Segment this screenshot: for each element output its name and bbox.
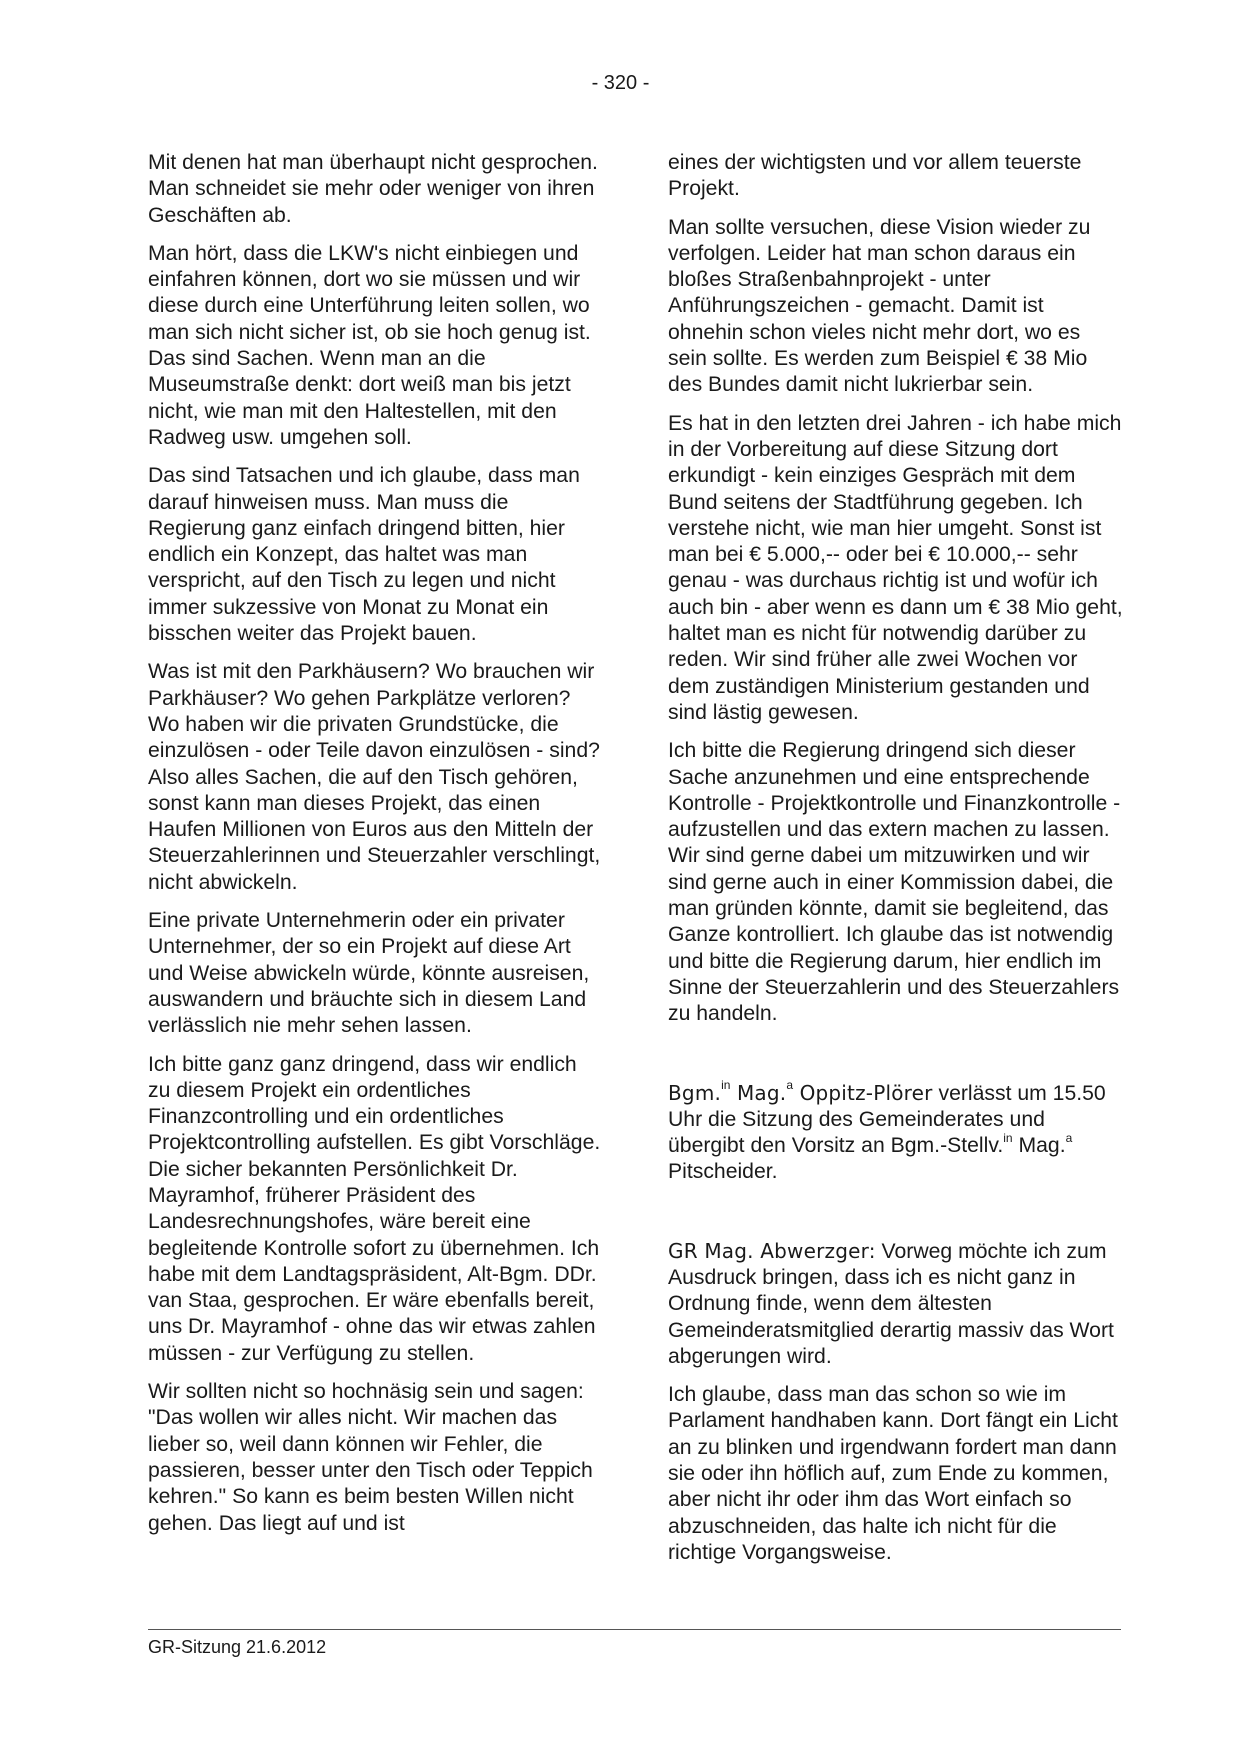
chair-note-text-2: Pitscheider. <box>668 1160 778 1184</box>
superscript: a <box>1065 1131 1073 1146</box>
chair-mag: Mag. <box>730 1080 787 1105</box>
paragraph: Es hat in den letzten drei Jahren - ich habe mich in der Vorbereitung auf diese Sitzung dort erkundigt - kein einziges Gespräch mit dem Bund seitens der Stadtführung gegeben. Ich verstehe nicht, wie man hier umgeht. Sonst ist man bei € 5.000,-- oder bei € 10.000,-- sehr genau - was durchaus richtig ist und wofür ich auch bin - aber wenn es dann um € 38 Mio geht, haltet man es nicht für notwendig darüber zu reden. Wir sind früher alle zwei Wochen vor dem zuständigen Ministerium gestanden und sind lästig gewesen. <box>668 411 1123 724</box>
page-number: - 320 - <box>591 72 650 94</box>
chair-note-text: verlässt um 15.50 Uhr die Sitzung des Gemeinderates und übergibt den Vorsitz an Bgm.-Stellv. <box>668 1081 1106 1158</box>
chair-title: Bgm. <box>668 1080 722 1105</box>
paragraph: eines der wichtigsten und vor allem teuerste Projekt. <box>668 151 1082 201</box>
superscript: a <box>786 1078 794 1093</box>
speech-text: Vorweg möchte ich zum Ausdruck bringen, dass ich es nicht ganz in Ordnung finde, wenn dem ältesten Gemeinderatsmitglied derartig massiv das Wort abgerungen wird. <box>668 1239 1114 1368</box>
paragraph: Das sind Tatsachen und ich glaube, dass man darauf hinweisen muss. Man muss die Regierung ganz einfach dringend bitten, hier endlich ein Konzept, das haltet was man verspricht, auf den Tisch zu legen und nicht immer sukzessive von Monat zu Monat ein bisschen weiter das Projekt bauen. <box>148 464 580 646</box>
footer-divider <box>148 1629 1121 1630</box>
paragraph: Ich bitte die Regierung dringend sich dieser Sache anzunehmen und eine entsprechende Kontrolle - Projektkontrolle und Finanzkontrolle - aufzustellen und das extern machen zu lassen. Wir sind gerne dabei um mitzuwirken und wir sind gerne auch in einer Kommission dabei, die man gründen könnte, damit sie begleitend, das Ganze kontrolliert. Ich glaube das ist notwendig und bitte die Regierung darum, hier endlich im Sinne der Steuerzahlerin und des Steuerzahlers zu handeln. <box>668 739 1121 1026</box>
paragraph: Ich glaube, dass man das schon so wie im Parlament handhaben kann. Dort fängt ein Licht an zu blinken und irgendwann fordert man dann sie oder ihn höflich auf, zum Ende zu kommen, aber nicht ihr oder ihm das Wort einfach so abzuschneiden, das halte ich nicht für die richtige Vorgangsweise. <box>668 1383 1118 1564</box>
left-column <box>148 150 603 1549</box>
footer-session-date: GR-Sitzung 21.6.2012 <box>148 1637 327 1657</box>
chair-mag-2: Mag. <box>1012 1134 1066 1158</box>
paragraph: Eine private Unternehmerin oder ein privater Unternehmer, der so ein Projekt auf diese Art und Weise abwickeln würde, könnte ausreisen, auswandern und bräuchte sich in diesem Land verlässlich nie mehr sehen lassen. <box>148 909 590 1038</box>
chair-note <box>668 1080 1123 1186</box>
speech-paragraph <box>668 1238 1123 1370</box>
paragraph: Man hört, dass die LKW's nicht einbiegen und einfahren können, dort wo sie müssen und wir diese durch eine Unterführung leiten sollen, wo man sich nicht sicher ist, ob sie hoch genug ist. Das sind Sachen. Wenn man an die Museumstraße denkt: dort weiß man bis jetzt nicht, wie man mit den Haltestellen, mit den Radweg usw. umgehen soll. <box>148 241 591 449</box>
paragraph: Mit denen hat man überhaupt nicht gesprochen. Man schneidet sie mehr oder weniger von ihren Geschäften ab. <box>148 151 598 227</box>
paragraph: Was ist mit den Parkhäusern? Wo brauchen wir Parkhäuser? Wo gehen Parkplätze verloren? Wo haben wir die privaten Grundstücke, die einzulösen - oder Teile davon einzulösen - sind? Also alles Sachen, die auf den Tisch gehören, sonst kann man dieses Projekt, das einen Haufen Millionen von Euros aus den Mitteln der Steuerzahlerinnen und Steuerzahler verschlingt, nicht abwickeln. <box>148 660 601 894</box>
speaker-name: GR Mag. Abwerzger: <box>668 1238 876 1263</box>
right-column <box>668 150 1123 1578</box>
chair-name: Oppitz-Plörer <box>793 1080 933 1105</box>
paragraph: Wir sollten nicht so hochnäsig sein und sagen: "Das wollen wir alles nicht. Wir machen das lieber so, weil dann können wir Fehler, die passieren, besser unter den Tisch oder Teppich kehren." So kann es beim besten Willen nicht gehen. Das liegt auf und ist <box>148 1380 593 1535</box>
superscript: in <box>721 1078 731 1093</box>
paragraph: Man sollte versuchen, diese Vision wieder zu verfolgen. Leider hat man schon daraus ein bloßes Straßenbahnprojekt - unter Anführungszeichen - gemacht. Damit ist ohnehin schon vieles nicht mehr dort, wo es sein sollte. Es werden zum Beispiel € 38 Mio des Bundes damit nicht lukrierbar sein. <box>668 215 1091 397</box>
superscript: in <box>1003 1131 1013 1146</box>
paragraph: Ich bitte ganz ganz dringend, dass wir endlich zu diesem Projekt ein ordentliches Finanzcontrolling und ein ordentliches Projektcontrolling aufstellen. Es gibt Vorschläge. Die sicher bekannten Persönlichkeit Dr. Mayramhof, früherer Präsident des Landesrechnungshofes, wäre bereit eine begleitende Kontrolle sofort zu übernehmen. Ich habe mit dem Landtagspräsident, Alt-Bgm. DDr. van Staa, gesprochen. Er wäre ebenfalls bereit, uns Dr. Mayramhof - ohne das wir etwas zahlen müssen - zur Verfügung zu stellen. <box>148 1052 601 1365</box>
